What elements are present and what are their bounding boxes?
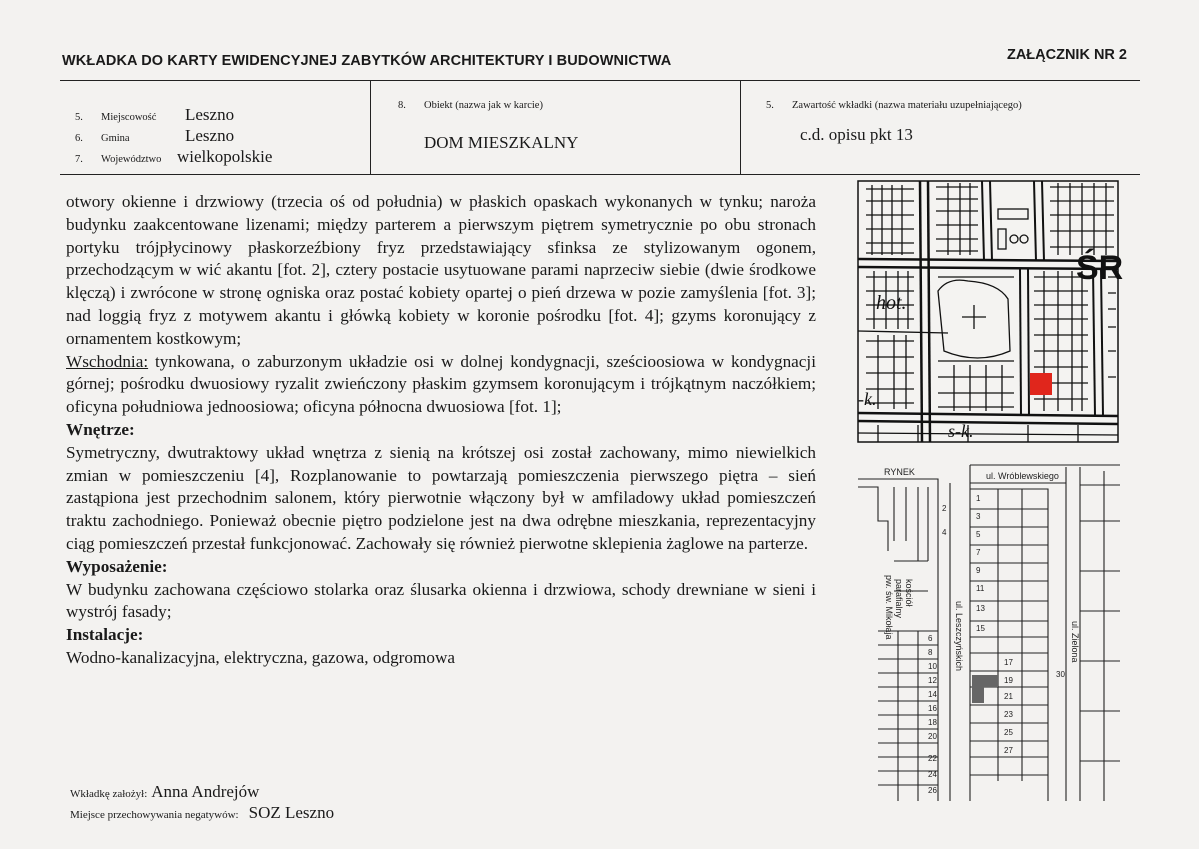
plot-number: 3 <box>976 512 981 521</box>
installations-heading: Instalacje: <box>66 625 144 645</box>
installations-text: Wodno-kanalizacyjna, elektryczna, gazowa, odgromowa <box>66 647 455 667</box>
field-voivodeship-value: wielkopolskie <box>177 147 273 166</box>
plot-number: 1 <box>976 494 981 503</box>
storage-label: Miejsce przechowywania negatywów: <box>70 809 239 821</box>
header-divider-2 <box>740 80 741 174</box>
field-municipality-value: Leszno <box>185 126 235 145</box>
label-wroblewskiego: ul. Wróblewskiego <box>986 471 1059 481</box>
interior-text: Symetryczny, dwutraktowy układ wnętrza z sienią na krótszej osi został zachowany, mimo niewielkich zmian w pomieszczeniu [4], Rozplanowanie to powtarzają pomieszczenia pierwszego piętra – sień zastąpiona jest przechodnim salonem, który pierwotnie włączony był w amfiladowy układ pomieszczeń traktu zachodniego. Ponieważ obecnie piętro podzielone jest na dwa odrębne mieszkania, reprezentacyjny ciąg pomieszczeń przestał funkcjonować. Zachowały się również pierwotne sklepienia żaglowe na parterze. <box>66 442 816 553</box>
header-bottom-rule <box>60 174 1140 175</box>
plot-number: 22 <box>928 754 937 763</box>
document-title: WKŁADKA DO KARTY EWIDENCYJNEJ ZABYTKÓW ARCHITEKTURY I BUDOWNICTWA <box>62 53 672 69</box>
field-voivodeship-label: Województwo <box>101 154 162 165</box>
plot-number: 8 <box>928 648 933 657</box>
field-municipality <box>75 126 234 146</box>
field-locality-label: Miejscowość <box>101 112 157 123</box>
equipment-text: W budynku zachowana częściowo stolarka oraz ślusarka okienna i drzwiowa, schody drewniane w sieni i wystrój fasady; <box>66 579 816 622</box>
label-zielona: ul. Zielona <box>1070 621 1080 663</box>
plot-number: 10 <box>928 662 937 671</box>
label-church-3: pw. św. Mikołaja <box>884 575 894 640</box>
field-municipality-label: Gmina <box>101 133 130 144</box>
field-voivodeship <box>75 147 272 167</box>
highlighted-plot-wing <box>972 687 984 703</box>
plot-number: 26 <box>928 786 937 795</box>
plot-number: 27 <box>1004 746 1013 755</box>
object-label-text: Obiekt (nazwa jak w karcie) <box>424 100 543 111</box>
plot-number: 23 <box>1004 710 1013 719</box>
plot-number: 12 <box>928 676 937 685</box>
field-municipality-number: 6. <box>75 133 83 144</box>
east-facade-paragraph <box>66 351 816 419</box>
plot-number: 30 <box>1056 670 1065 679</box>
field-locality-value: Leszno <box>185 105 235 124</box>
author-value: Anna Andrejów <box>151 782 260 801</box>
highlighted-building <box>1030 373 1052 395</box>
header-top-rule <box>60 80 1140 81</box>
east-facade-text: tynkowana, o zaburzonym układzie osi w dolnej kondygnacji, sześcioosiowa w kondygnacji górnej; pośrodku dwuosiowy ryzalit zwieńczony płaskim gzymsem koronującym i trójkątnym naczółkiem; oficyna południowa jednoosiowa; oficyna północna dwuosiowa [fot. 1]; <box>66 351 816 417</box>
description-body <box>66 191 816 670</box>
map-label-k: -k. <box>858 389 877 409</box>
storage-line <box>70 803 334 823</box>
plot-number: 6 <box>928 634 933 643</box>
plot-number: 24 <box>928 770 937 779</box>
city-map <box>858 181 1124 442</box>
author-label: Wkładkę założył: <box>70 788 148 800</box>
highlighted-plot <box>972 675 998 687</box>
plot-number: 20 <box>928 732 937 741</box>
plot-plan-map <box>858 461 1120 801</box>
plot-number: 16 <box>928 704 937 713</box>
plot-number: 13 <box>976 604 985 613</box>
map-label-sk: s-k. <box>948 421 974 441</box>
plot-number: 21 <box>1004 692 1013 701</box>
field-locality-number: 5. <box>75 112 83 123</box>
plot-number: 5 <box>976 530 981 539</box>
annex-number: ZAŁĄCZNIK NR 2 <box>1006 47 1127 63</box>
interior-heading: Wnętrze: <box>66 419 135 439</box>
object-label <box>398 100 543 111</box>
facade-paragraph: otwory okienne i drzwiowy (trzecia oś od południa) w płaskich opaskach wykonanych w tynku; naroża budynku zaakcentowane lizenami; między parterem a pierwszym piętrem symetrycznie po obu stronach portyku trójpłycinowy płaskorzeźbiony fryz przedstawiający sfinksa ze stylizowanym ogonem, przechodzącym w wić akantu [fot. 2], cztery postacie usytuowane parami naprzeciw siebie (dwie środkowe klęczą) i zwrócone w stronę ogniska oraz postać kobiety opartej o pień drzewa w pozie zamyślenia [fot. 3]; nad loggią fryz z motywem akantu i główką kobiety w koronie pośrodku [fot. 4]; gzyms koronujący z ornamentem kostkowym; <box>66 192 816 348</box>
plot-number: 15 <box>976 624 985 633</box>
plot-number: 14 <box>928 690 937 699</box>
plot-number: 17 <box>1004 658 1013 667</box>
label-church: kościół <box>904 579 914 607</box>
field-locality <box>75 105 234 125</box>
plot-number: 2 <box>942 504 947 513</box>
east-facade-label: Wschodnia: <box>66 351 149 371</box>
plot-number: 4 <box>942 528 947 537</box>
equipment-heading: Wyposażenie: <box>66 556 168 576</box>
object-value: DOM MIESZKALNY <box>424 133 579 152</box>
plot-number: 25 <box>1004 728 1013 737</box>
map-label-sr: ŚR <box>1076 249 1124 287</box>
field-voivodeship-number: 7. <box>75 154 83 165</box>
map-label-hotel: hot. <box>876 292 907 314</box>
object-number: 8. <box>398 100 406 111</box>
author-line <box>70 782 259 802</box>
plot-number: 9 <box>976 566 981 575</box>
label-church-2: parafialny <box>894 579 904 619</box>
header-divider-1 <box>370 80 371 174</box>
plot-number: 11 <box>976 584 985 593</box>
storage-value: SOZ Leszno <box>248 803 335 822</box>
contents-number: 5. <box>766 100 774 111</box>
contents-label <box>766 100 1022 111</box>
plot-number: 18 <box>928 718 937 727</box>
contents-value: c.d. opisu pkt 13 <box>800 125 913 144</box>
label-leszczynskich: ul. Leszczyńskich <box>954 601 964 672</box>
label-rynek: RYNEK <box>884 467 915 477</box>
contents-label-text: Zawartość wkładki (nazwa materiału uzupełniającego) <box>792 100 1022 111</box>
plot-number: 7 <box>976 548 981 557</box>
plot-number: 19 <box>1004 676 1013 685</box>
